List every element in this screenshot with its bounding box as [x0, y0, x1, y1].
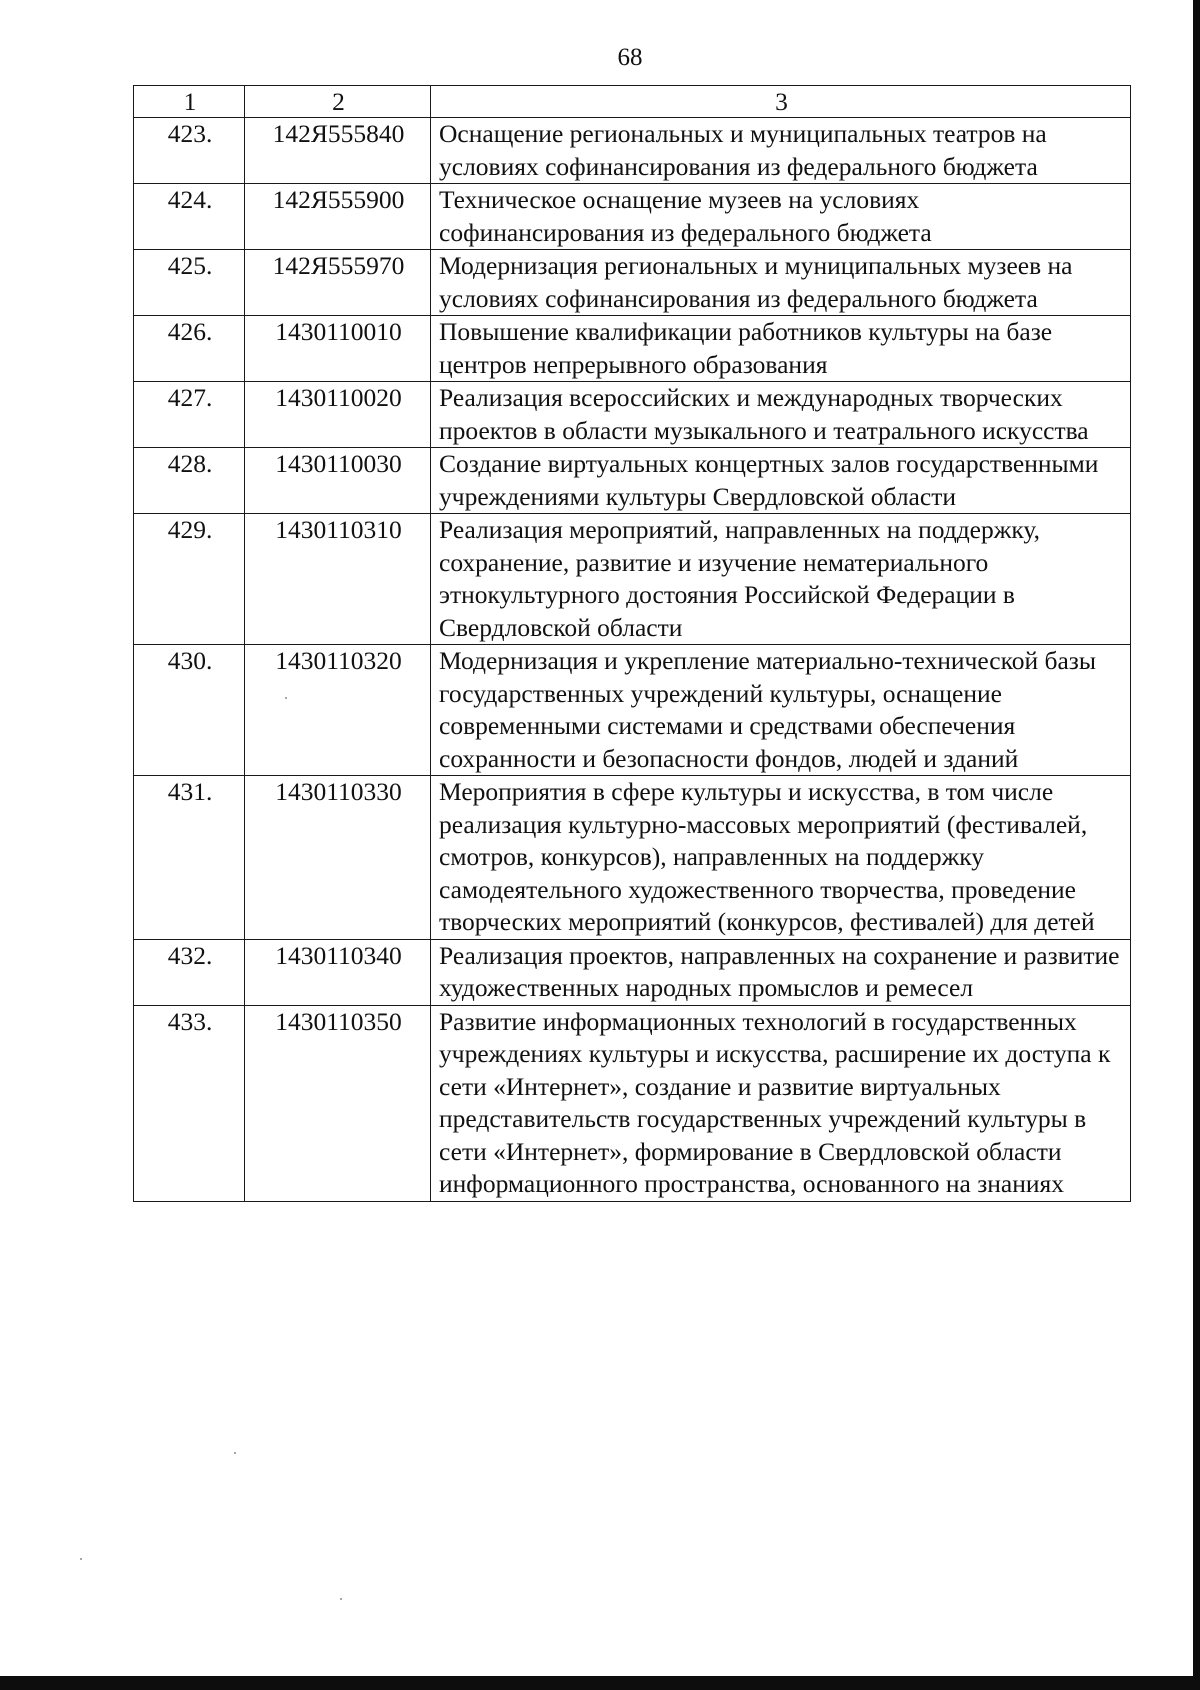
page-number: 68: [617, 44, 643, 71]
row-code: 1430110340: [245, 939, 431, 1005]
table-row: [134, 776, 1131, 940]
scan-edge-bottom: [0, 1676, 1200, 1690]
row-number: 425.: [134, 250, 245, 316]
scan-speck: [285, 697, 287, 699]
scan-speck: [340, 1598, 342, 1600]
row-description: Реализация проектов, направленных на сохранение и развитие художественных народных промыслов и ремесел: [431, 939, 1131, 1005]
row-code: 1430110020: [245, 382, 431, 448]
row-description: Реализация мероприятий, направленных на поддержку, сохранение, развитие и изучение нематериального этнокультурного достояния Российской Федерации в Свердловской области: [431, 514, 1131, 645]
row-description: Повышение квалификации работников культуры на базе центров непрерывного образования: [431, 316, 1131, 382]
row-number: 428.: [134, 448, 245, 514]
row-number: 431.: [134, 776, 245, 940]
row-number: 430.: [134, 645, 245, 776]
budget-code-table: [133, 85, 1131, 1202]
scan-speck: [80, 1558, 82, 1560]
row-description: Создание виртуальных концертных залов государственными учреждениями культуры Свердловской области: [431, 448, 1131, 514]
table-row: [134, 250, 1131, 316]
row-code: 1430110350: [245, 1005, 431, 1201]
table-row: [134, 514, 1131, 645]
table-row: [134, 118, 1131, 184]
scan-edge-right: [1193, 0, 1200, 1690]
table-row: [134, 939, 1131, 1005]
row-code: 1430110320: [245, 645, 431, 776]
row-description: Модернизация региональных и муниципальных музеев на условиях софинансирования из федерального бюджета: [431, 250, 1131, 316]
row-code: 1430110010: [245, 316, 431, 382]
header-col-2: 2: [245, 86, 431, 118]
table-row: [134, 382, 1131, 448]
table-row: [134, 316, 1131, 382]
scan-speck: [234, 1452, 236, 1454]
row-code: 142Я555900: [245, 184, 431, 250]
row-code: 1430110310: [245, 514, 431, 645]
row-description: Реализация всероссийских и международных творческих проектов в области музыкального и театрального искусства: [431, 382, 1131, 448]
table-row: [134, 645, 1131, 776]
row-number: 427.: [134, 382, 245, 448]
row-description: Оснащение региональных и муниципальных театров на условиях софинансирования из федерального бюджета: [431, 118, 1131, 184]
row-code: 1430110330: [245, 776, 431, 940]
table-row: [134, 184, 1131, 250]
row-code: 1430110030: [245, 448, 431, 514]
header-col-1: 1: [134, 86, 245, 118]
row-description: Мероприятия в сфере культуры и искусства, в том числе реализация культурно-массовых мероприятий (фестивалей, смотров, конкурсов), направленных на поддержку самодеятельного художественного творчества, проведение творческих мероприятий (конкурсов, фестивалей) для детей: [431, 776, 1131, 940]
row-code: 142Я555970: [245, 250, 431, 316]
row-number: 426.: [134, 316, 245, 382]
table-row: [134, 1005, 1131, 1201]
row-number: 432.: [134, 939, 245, 1005]
row-number: 424.: [134, 184, 245, 250]
row-description: Техническое оснащение музеев на условиях софинансирования из федерального бюджета: [431, 184, 1131, 250]
table-header-row: [134, 86, 1131, 118]
header-col-3: 3: [431, 86, 1131, 118]
row-description: Развитие информационных технологий в государственных учреждениях культуры и искусства, расширение их доступа к сети «Интернет», создание и развитие виртуальных представительств государственных учреждений культуры в сети «Интернет», формирование в Свердловской области информационного пространства, основанного на знаниях: [431, 1005, 1131, 1201]
row-number: 433.: [134, 1005, 245, 1201]
row-code: 142Я555840: [245, 118, 431, 184]
table-row: [134, 448, 1131, 514]
row-number: 429.: [134, 514, 245, 645]
row-description: Модернизация и укрепление материально-технической базы государственных учреждений культуры, оснащение современными системами и средствами обеспечения сохранности и безопасности фондов, людей и зданий: [431, 645, 1131, 776]
row-number: 423.: [134, 118, 245, 184]
